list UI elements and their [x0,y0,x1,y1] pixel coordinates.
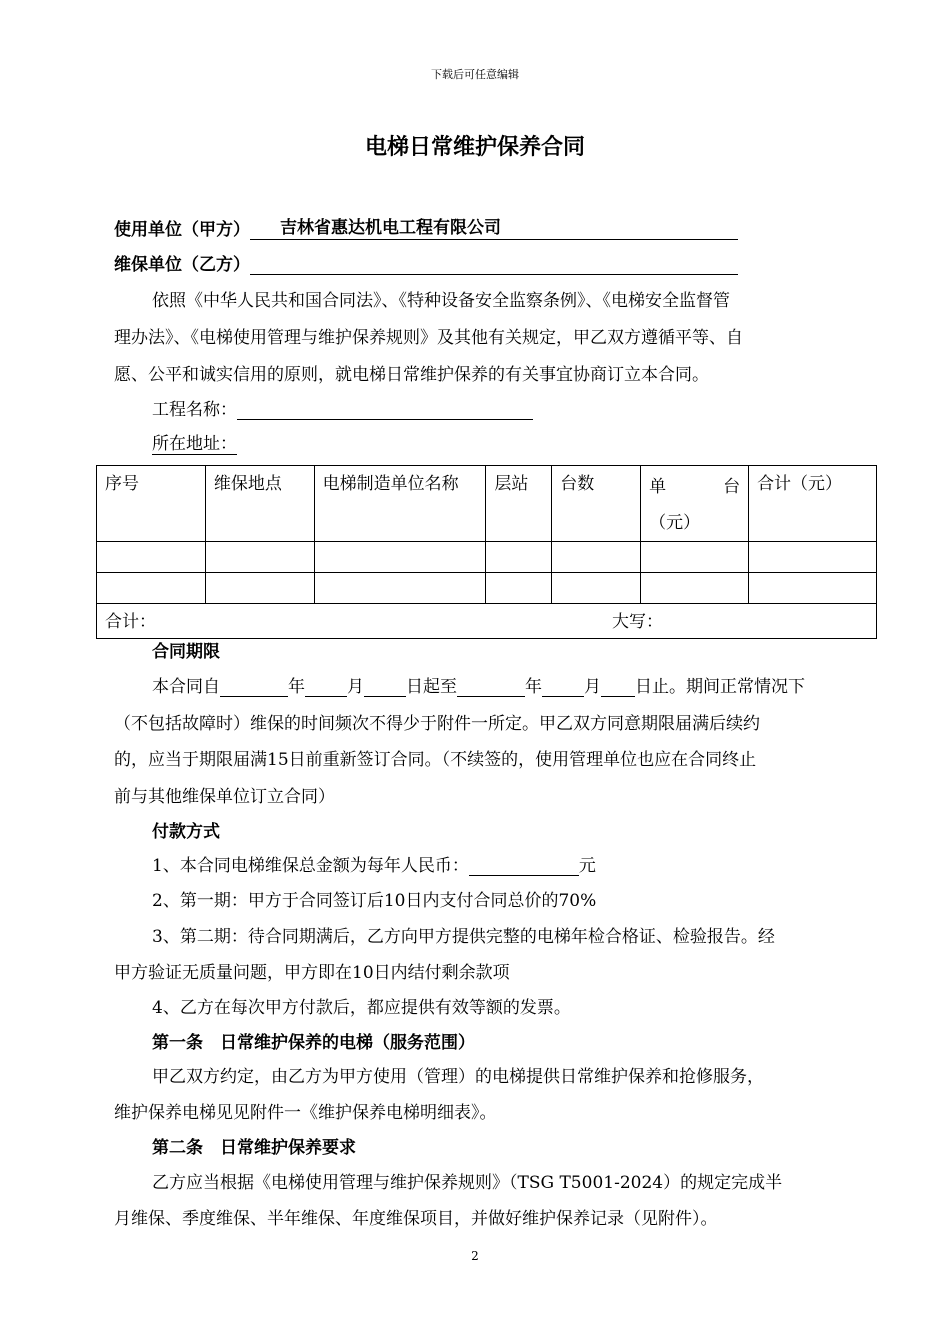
article-2-line-1: 乙方应当根据《电梯使用管理与维护保养规则》（TSG T5001-2024）的规定完成半 [152,1173,783,1193]
table-cell[interactable] [749,573,877,604]
payment-item-3-line-2: 甲方验证无质量问题，甲方即在10日内结付剩余款项 [114,963,510,983]
payment-item-3-line-1: 3、第二期：待合同期满后，乙方向甲方提供完整的电梯年检合格证、检验报告。经 [152,927,775,947]
col-header-index: 序号 [97,466,206,542]
article-2-heading: 第二条 日常维护保养要求 [152,1138,356,1158]
table-row [97,542,877,573]
party-b-label: 维保单位（乙方） [114,255,250,275]
elevator-table [96,465,877,639]
term-text: 月 [347,677,364,697]
party-b-row [114,255,738,275]
col-header-floors: 层站 [486,466,552,542]
party-b-field[interactable] [250,255,738,275]
intro-line-2: 理办法》、《电梯使用管理与维护保养规则》及其他有关规定，甲乙双方遵循平等、自 [114,328,743,348]
article-2-line-2: 月维保、季度维保、半年维保、年度维保项目，并做好维护保养记录（见附件）。 [114,1209,718,1229]
table-cell[interactable] [749,542,877,573]
table-header-row [97,466,877,542]
table-cell[interactable] [552,542,641,573]
unit-price-unit: （元） [649,513,701,533]
end-day-field[interactable] [601,677,635,697]
total-label: 合计： [105,612,156,632]
term-text: 日起至 [406,677,457,697]
payment-item-4: 4、乙方在每次甲方付款后，都应提供有效等额的发票。 [152,998,571,1018]
payment-item-1 [152,856,596,876]
party-a-row [114,220,738,240]
table-cell[interactable] [97,542,206,573]
article-1-heading: 第一条 日常维护保养的电梯（服务范围） [152,1033,475,1053]
document-title: 电梯日常维护保养合同 [364,135,585,160]
table-cell[interactable] [486,542,552,573]
page-number: 2 [471,1249,479,1263]
payment-text: 1、本合同电梯维保总金额为每年人民币： [152,856,469,876]
term-text: 日止。期间正常情况下 [635,677,805,697]
article-1-line-2: 维护保养电梯见见附件一《维护保养电梯明细表》。 [114,1103,497,1123]
table-cell[interactable] [641,542,749,573]
table-cell[interactable] [314,573,486,604]
table-cell[interactable] [205,542,314,573]
intro-line-3: 愿、公平和诚实信用的原则，就电梯日常维护保养的有关事宜协商订立本合同。 [114,365,709,385]
col-header-location: 维保地点 [205,466,314,542]
term-text: 本合同自 [152,677,220,697]
term-line-2: （不包括故障时）维保的时间频次不得少于附件一所定。甲乙双方同意期限届满后续约 [114,714,760,734]
table-cell[interactable] [486,573,552,604]
term-text: 月 [584,677,601,697]
project-name-row [152,400,533,420]
address-label[interactable]: 所在地址： [152,434,237,454]
table-total-cell [97,604,877,639]
col-header-unit-price [641,466,749,542]
start-month-field[interactable] [305,677,347,697]
address-row [152,434,237,454]
term-text: 年 [288,677,305,697]
table-cell[interactable] [552,573,641,604]
col-header-manufacturer: 电梯制造单位名称 [314,466,486,542]
total-amount-field[interactable] [469,856,579,876]
term-text: 年 [525,677,542,697]
unit-price-char-2: 台 [723,477,741,497]
end-month-field[interactable] [542,677,584,697]
table-cell[interactable] [314,542,486,573]
page-header: 下载后可任意编辑 [431,68,519,81]
project-name-label: 工程名称： [152,400,237,420]
start-year-field[interactable] [220,677,288,697]
table-cell[interactable] [97,573,206,604]
payment-text: 元 [578,856,596,876]
party-a-field[interactable] [250,220,738,240]
intro-line-1: 依照《中华人民共和国合同法》、《特种设备安全监察条例》、《电梯安全监督管 [152,291,730,311]
table-cell[interactable] [205,573,314,604]
table-row [97,573,877,604]
term-line-3: 的，应当于期限届满15日前重新签订合同。（不续签的，使用管理单位也应在合同终止 [114,750,757,770]
party-a-value: 吉林省惠达机电工程有限公司 [280,218,501,238]
end-year-field[interactable] [457,677,525,697]
unit-price-char-1: 单 [649,477,667,497]
payment-item-2: 2、第一期：甲方于合同签订后10日内支付合同总价的70% [152,891,597,911]
col-header-count: 台数 [552,466,641,542]
col-header-total: 合计（元） [749,466,877,542]
table-total-row [97,604,877,639]
table-cell[interactable] [641,573,749,604]
uppercase-label: 大写： [612,612,663,632]
term-line-4: 前与其他维保单位订立合同） [114,787,335,807]
term-line-1 [152,677,805,697]
payment-heading: 付款方式 [152,822,220,842]
start-day-field[interactable] [364,677,406,697]
term-heading: 合同期限 [152,642,220,662]
article-1-line-1: 甲乙双方约定，由乙方为甲方使用（管理）的电梯提供日常维护保养和抢修服务， [152,1067,764,1087]
party-a-label: 使用单位（甲方） [114,220,250,240]
project-name-field[interactable] [237,400,533,420]
